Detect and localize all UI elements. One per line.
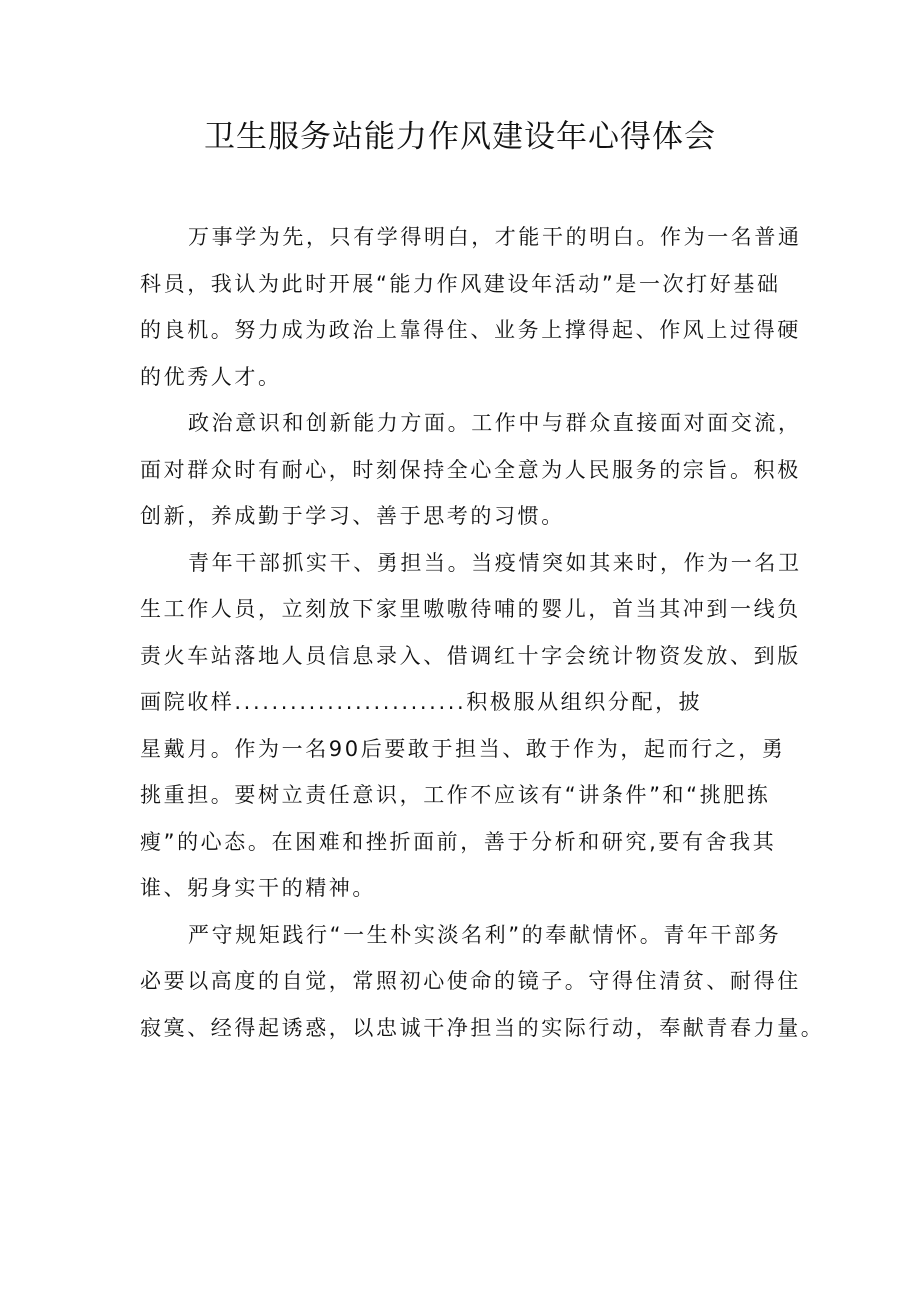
text-line: 瘦”的心态。在困难和挫折面前，善于分析和研究,要有舍我其 (140, 829, 777, 854)
text-line: 必要以高度的自觉，常照初心使命的镜子。守得住清贫、耐得住 (140, 969, 801, 993)
text-line: 政治意识和创新能力方面。工作中与群众直接面对面交流， (188, 411, 802, 435)
text-line: 的优秀人才。 (140, 364, 282, 389)
document-title: 卫生服务站能力作风建设年心得体会 (204, 119, 716, 155)
paragraph-4 (140, 912, 825, 1052)
text-line: 寂寞、经得起诱惑，以忠诚干净担当的实际行动，奉献青春力量。 (140, 1015, 825, 1040)
text-line: 科员，我认为此时开展“能力作风建设年活动”是一次打好基础 (140, 271, 781, 296)
paragraph-2 (140, 400, 800, 540)
text-line: 生工作人员，立刻放下家里嗷嗷待哺的婴儿，首当其冲到一线负 (140, 597, 801, 621)
text-line: 挑重担。要树立责任意识，工作不应该有“讲条件”和“挑肥拣 (140, 783, 771, 807)
text-line: 画院收样.........................积极服从组织分配，披 (140, 690, 703, 714)
text-line: 青年干部抓实干、勇担当。当疫情突如其来时，作为一名卫 (188, 550, 802, 575)
text-line: 创新，养成勤于学习、善于思考的习惯。 (140, 504, 565, 528)
text-line: 面对群众时有耐心，时刻保持全心全意为人民服务的宗旨。积极 (140, 457, 801, 482)
paragraph-1 (140, 214, 800, 400)
document-body (140, 214, 825, 1051)
text-line: 严守规矩践行“一生朴实淡名利”的奉献情怀。青年干部务 (188, 922, 782, 947)
text-line: 的良机。努力成为政治上靠得住、业务上撑得起、作风上过得硬 (140, 318, 801, 342)
text-line: 星戴月。作为一名90后要敢于担当、敢于作为，起而行之，勇 (140, 736, 786, 761)
text-line: 万事学为先，只有学得明白，才能干的明白。作为一名普通 (188, 225, 802, 249)
text-line: 责火车站落地人员信息录入、借调红十字会统计物资发放、到版 (140, 643, 801, 668)
paragraph-3 (140, 540, 800, 912)
text-line: 谁、躬身实干的精神。 (140, 876, 376, 900)
